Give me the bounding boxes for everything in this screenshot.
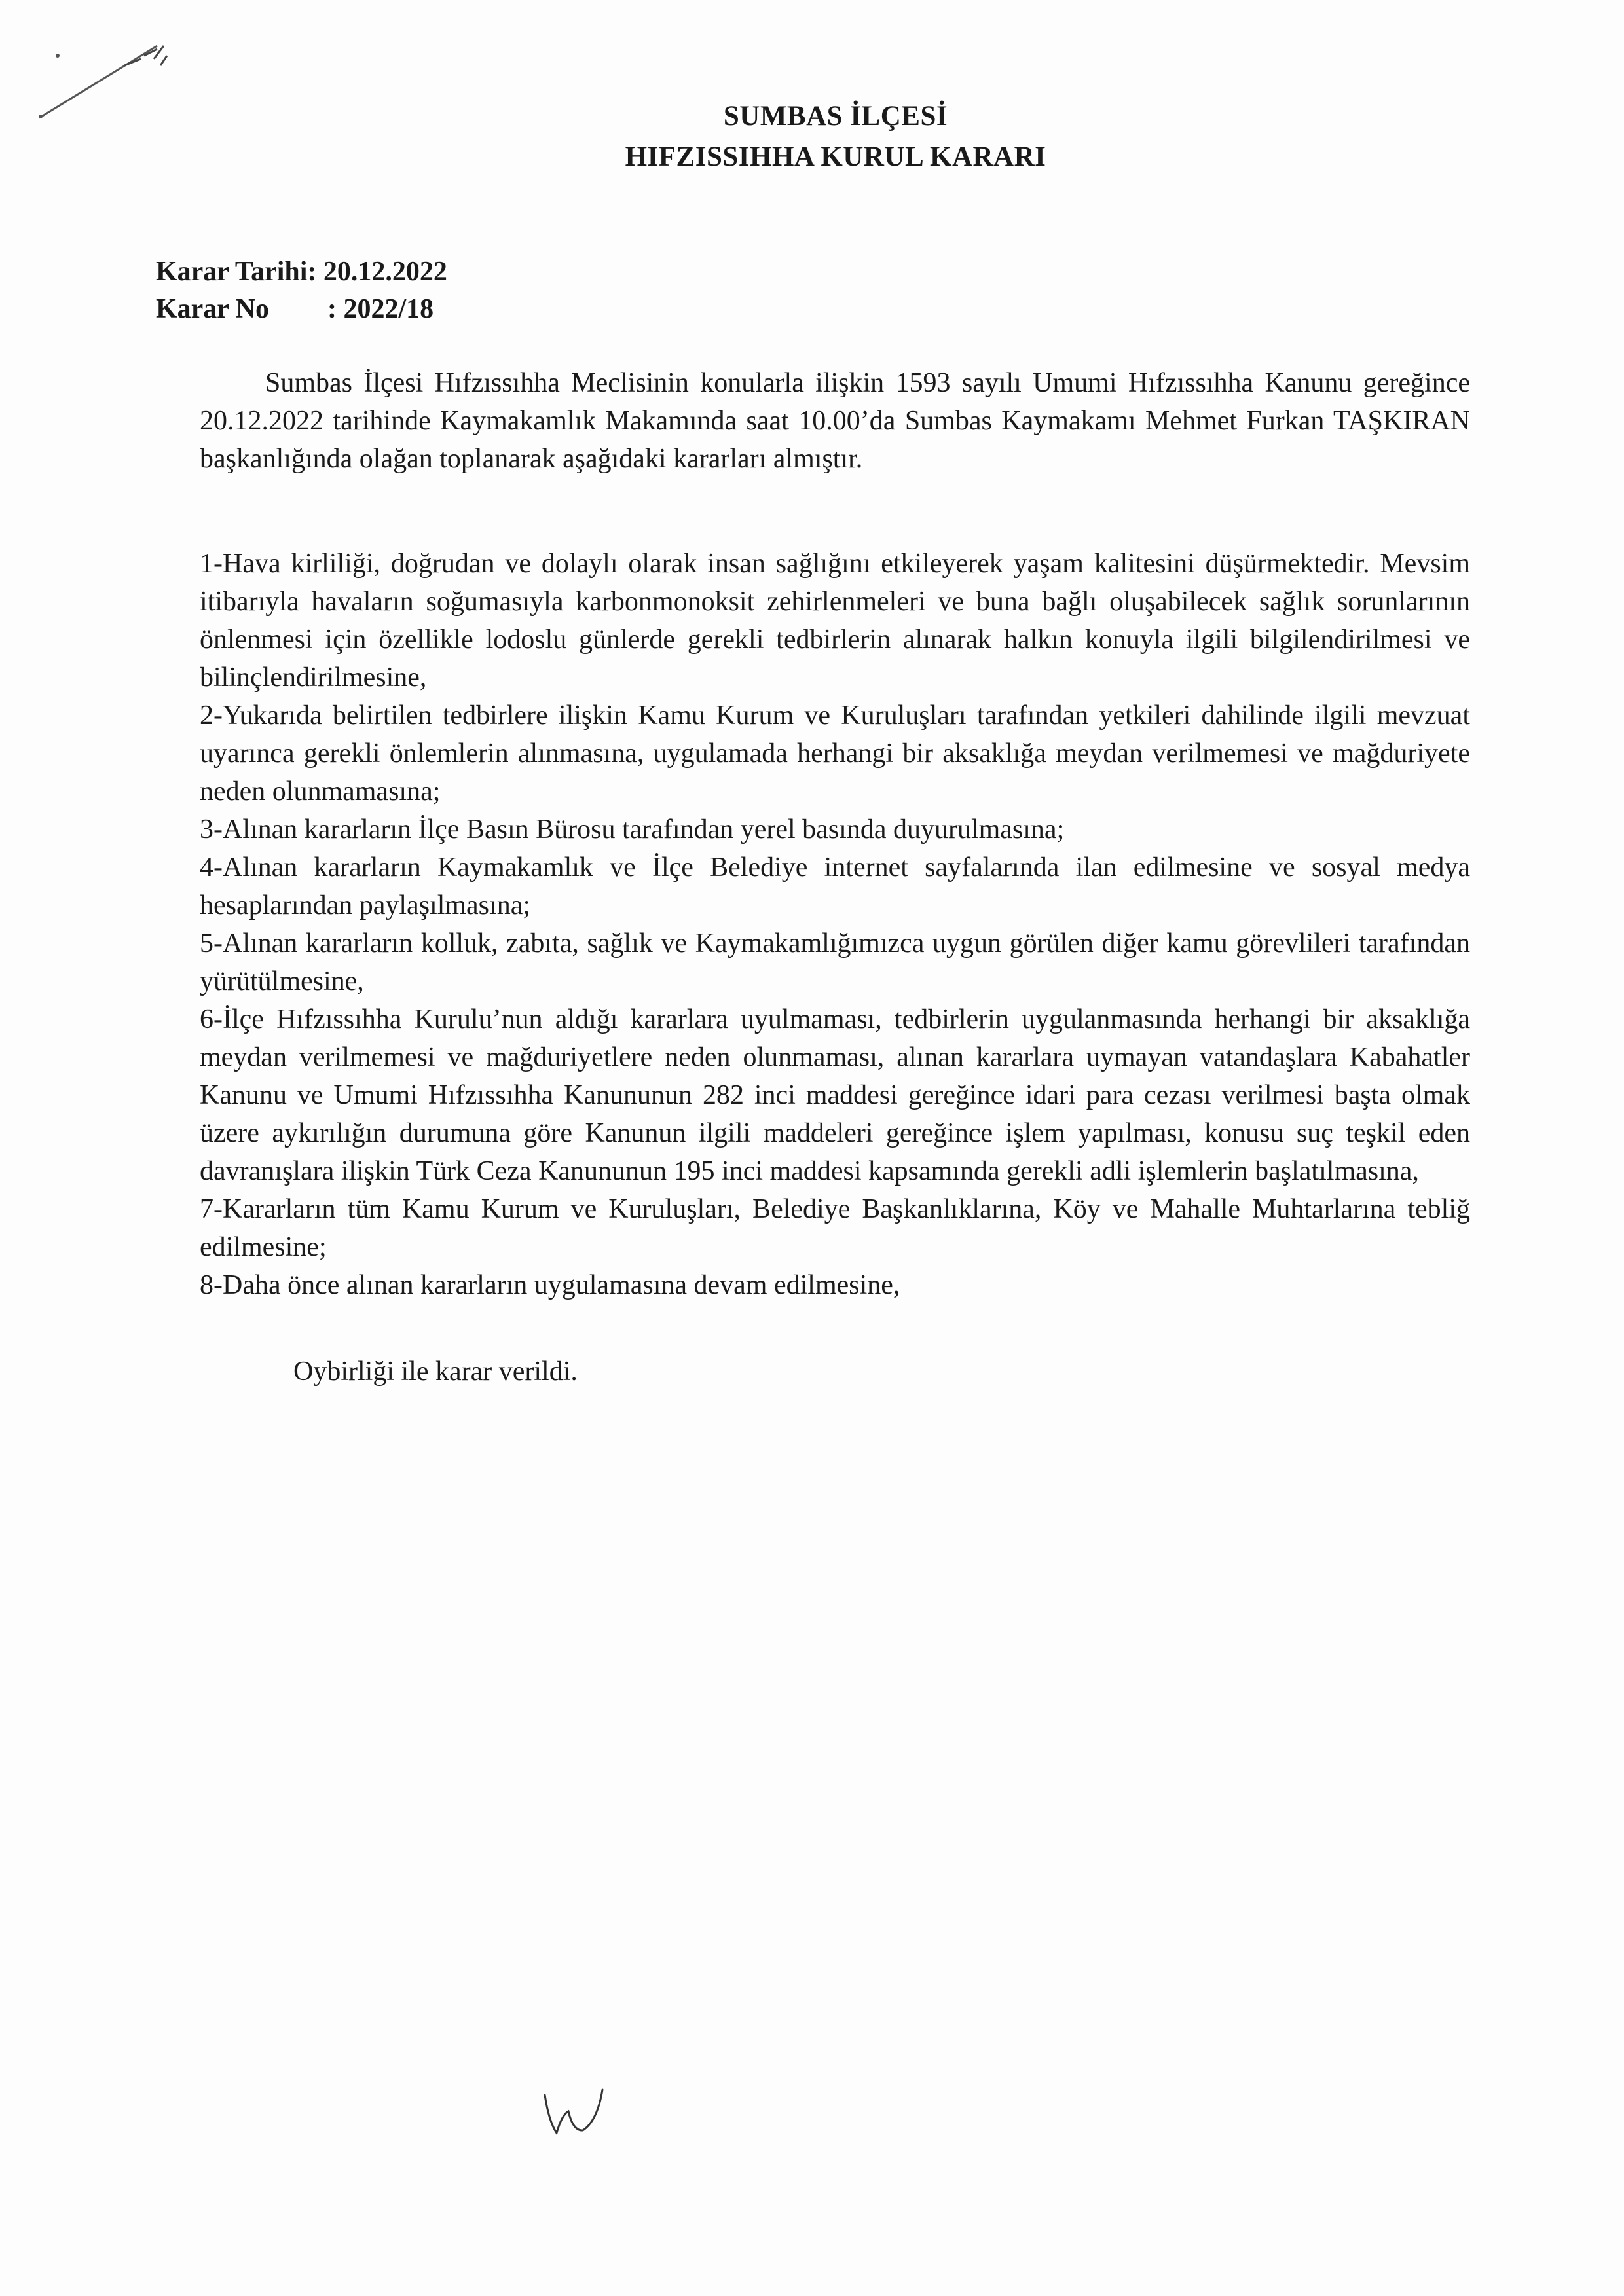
decision-list [200,545,1470,1304]
decision-item-3: 3-Alınan kararların İlçe Basın Bürosu tarafından yerel basında duyurulmasına; [200,814,1065,845]
decision-item-7: 7-Kararların tüm Kamu Kurum ve Kuruluşları, Belediye Başkanlıklarına, Köy ve Mahalle Muhtarlarına tebliğ edilmesine; [200,1194,1470,1262]
closing-statement: Oybirliği ile karar verildi. [293,1357,578,1387]
decision-date-label: Karar Tarihi: [156,257,317,287]
document-title-board: HIFZISSIHHA KURUL KARARI [625,141,1046,172]
handwritten-initial [537,2075,622,2147]
decision-item-8: 8-Daha önce alınan kararların uygulamasına devam edilmesine, [200,1270,900,1300]
document-title-district: SUMBAS İLÇESİ [723,101,948,132]
decision-number-value: : 2022/18 [327,294,434,324]
decision-number [156,291,434,327]
decision-number-label: Karar No [156,294,270,324]
decision-item-2: 2-Yukarıda belirtilen tedbirlere ilişkin Kamu Kurum ve Kuruluşları tarafından yetkileri dahilinde ilgili mevzuat uyarınca gerekli önlemlerin alınmasına, uygulamada herhangi bir aksaklığa meydan verilmemesi ve mağduriyete neden olunmamasına; [200,701,1470,807]
decision-item-4: 4-Alınan kararların Kaymakamlık ve İlçe Belediye internet sayfalarında ilan edilmesine ve sosyal medya hesaplarından paylaşılmasına; [200,852,1470,920]
decision-item-1: 1-Hava kirliliği, doğrudan ve dolaylı olarak insan sağlığını etkileyerek yaşam kalitesini düşürmektedir. Mevsim itibarıyla havaların soğumasıyla karbonmonoksit zehirlenmeleri ve buna bağlı oluşabilecek sağlık sorunlarının önlenmesi için özellikle lodoslu günlerde gerekli tedbirlerin alınarak halkın konuyla ilgili bilgilendirilmesi ve bilinçlendirilmesine, [200,549,1470,693]
decision-date [156,253,447,290]
decision-date-value: 20.12.2022 [323,257,447,287]
decision-item-6: 6-İlçe Hıfzıssıhha Kurulu’nun aldığı kararlara uyulmaması, tedbirlerin uygulanmasında herhangi bir aksaklığa meydan verilmemesi ve mağduriyetlere neden olunmaması, alınan kararlara uymayan vatandaşlara Kabahatler Kanunu ve Umumi Hıfzıssıhha Kanununun 282 inci maddesi gereğince idari para cezası verilmesi başta olmak üzere aykırılığın durumuna göre Kanunun ilgili maddeleri gereğince işlem yapılması, konusu suç teşkil eden davranışlara ilişkin Türk Ceza Kanununun 195 inci maddesi kapsamında gerekli adli işlemlerin başlatılmasına, [200,1004,1470,1186]
intro-text: Sumbas İlçesi Hıfzıssıhha Meclisinin konularla ilişkin 1593 sayılı Umumi Hıfzıssıhha Kanunu gereğince 20.12.2022 tarihinde Kaymakamlık Makamında saat 10.00’da Sumbas Kaymakamı Mehmet Furkan TAŞKIRAN başkanlığında olağan toplanarak aşağıdaki kararları almıştır. [200,368,1470,474]
decision-item-5: 5-Alınan kararların kolluk, zabıta, sağlık ve Kaymakamlığımızca uygun görülen diğer kamu görevlileri tarafından yürütülmesine, [200,928,1470,996]
intro-paragraph [200,364,1470,478]
